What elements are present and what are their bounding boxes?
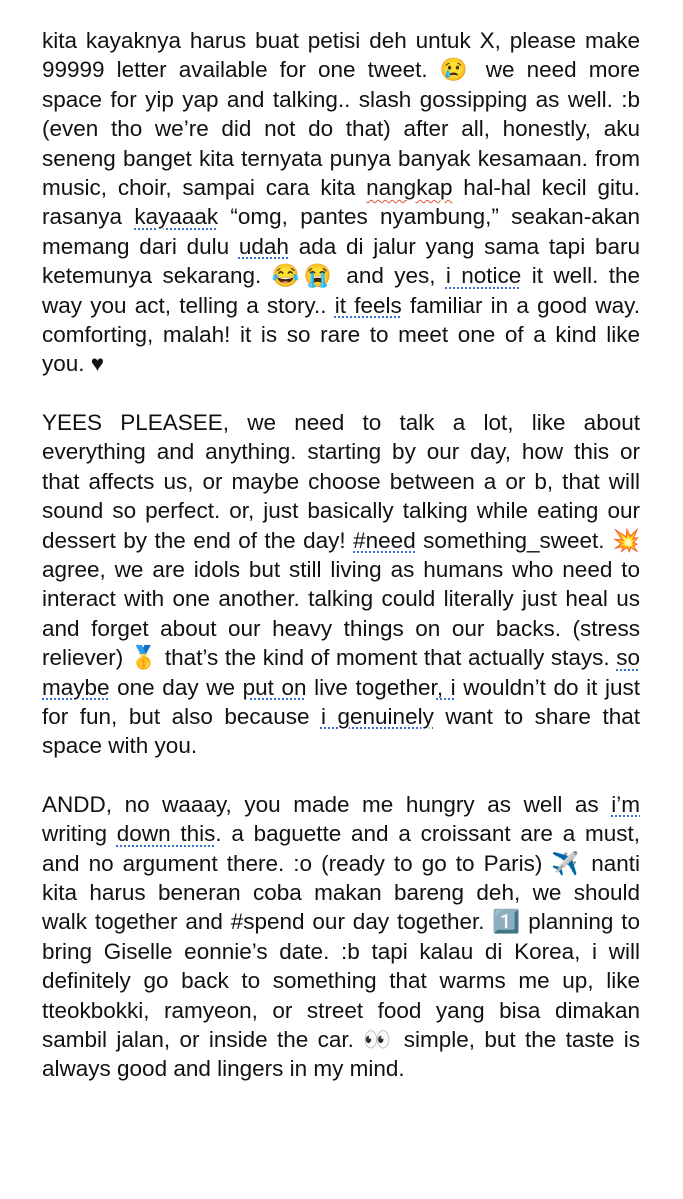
underlined-text: it feels (334, 292, 402, 318)
text-run: YEES PLEASEE, we need to talk a lot, like about everything and anything. starting by our day, how this or that affects us, or maybe choose between a or b, that will sound so perfect. or, just basically talking while eating our dessert by the end of the day! (42, 409, 640, 553)
text-run: ANDD, no waaay, you made me hungry as well as (42, 791, 612, 817)
text-run: writing (42, 821, 117, 847)
underlined-text: kayaaak (134, 204, 219, 230)
text-run: kita kayaknya harus buat petisi deh untuk X, please make 99999 letter available for one tweet. 😢 we need more space for yip yap and talking.. slash gossipping as well. :b (even tho we’re did not do that) after all, honestly, aku seneng banget kita ternyata punya banyak kesamaan. from music, choir, sampai cara kita (42, 28, 640, 201)
text-run: wouldn’t do it just for fun, but also because (42, 674, 640, 729)
underlined-text: so maybe (42, 645, 640, 700)
spellcheck-word: nangkap (366, 175, 453, 201)
text-run: hal-hal kecil gitu. rasanya (42, 175, 640, 230)
underlined-text: i notice (445, 263, 522, 289)
text-run: “omg, pantes nyambung,” seakan-akan memang dari dulu (42, 204, 640, 259)
text-run: ada di jalur yang sama tapi baru ketemunya sekarang. 😂😭 and yes, (42, 233, 640, 289)
paragraph-2 (42, 408, 640, 761)
text-run: one day we (109, 674, 243, 700)
underlined-text: udah (238, 233, 289, 259)
paragraph-1 (42, 26, 640, 379)
letter-document (42, 26, 640, 1084)
text-run: it well. the way you act, telling a story.. (42, 263, 640, 318)
text-run: something_sweet. 💥 agree, we are idols but still living as humans who need to interact with one another. talking could literally just heal us and forget about our heavy things on our backs. (stress reliever) 🥇 that’s the kind of moment that actually stays. (42, 527, 640, 671)
underlined-text: i genuinely (320, 703, 434, 729)
text-run: familiar in a good way. comforting, malah! it is so rare to meet one of a kind like you. ♥ (42, 292, 640, 377)
text-run: . a baguette and a croissant are a must, and no argument there. :o (ready to go to Paris) ✈️ nanti kita harus beneran coba makan bareng deh, we should walk together and #spend our day together. 1️⃣ planning to bring Giselle eonnie’s date. :b tapi kalau di Korea, i will definitely go back to something that warms me up, like tteokbokki, ramyeon, or street food yang bisa dimakan sambil jalan, or inside the car. 👀 simple, but the taste is always good and lingers in my mind. (42, 821, 640, 1082)
underlined-text: i’m (611, 791, 640, 817)
underlined-text: put on (242, 674, 307, 700)
text-run: want to share that space with you. (42, 703, 640, 759)
text-run: live together (306, 674, 437, 700)
underlined-text: down this (116, 821, 216, 847)
underlined-text: #need (353, 527, 416, 553)
underlined-text: , i (436, 674, 456, 700)
paragraph-3 (42, 790, 640, 1084)
